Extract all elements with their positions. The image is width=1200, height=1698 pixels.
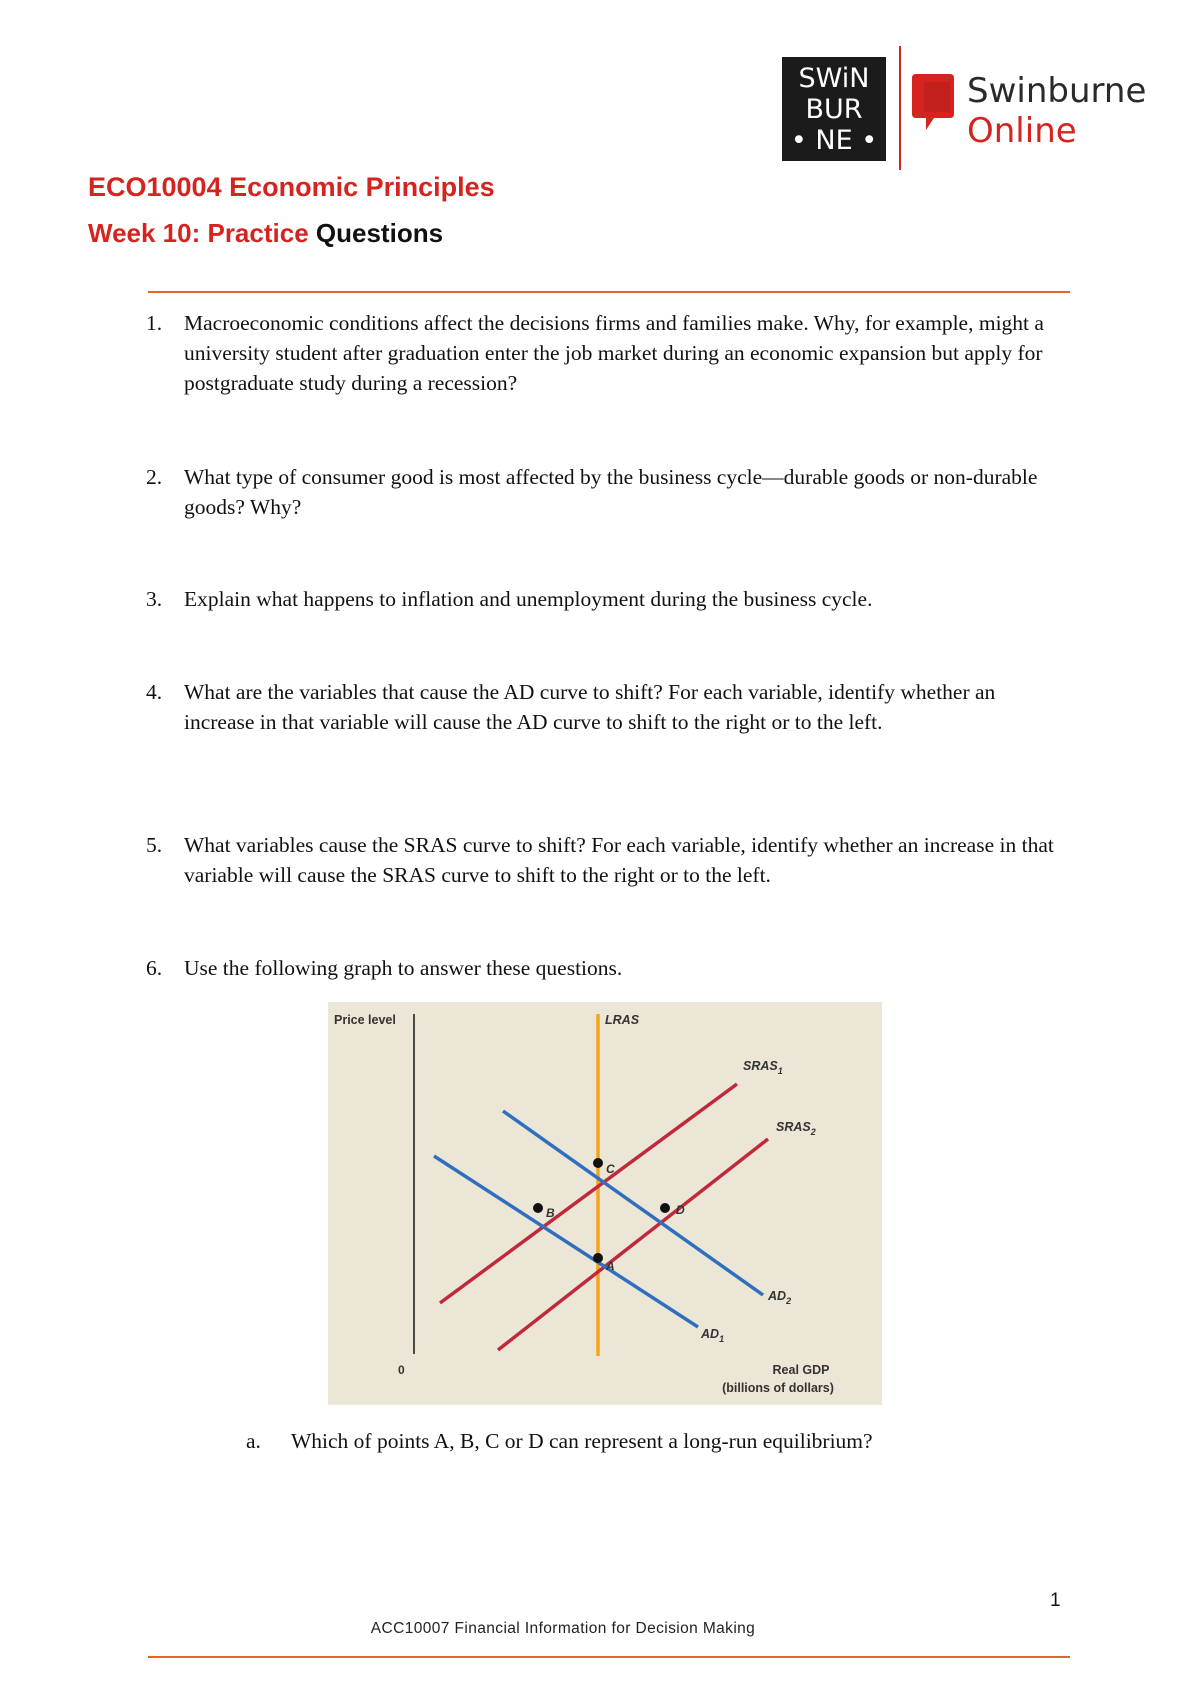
series-label-ad1: $AD_1$ bbox=[701, 1327, 725, 1344]
week-label: Week 10: Practice bbox=[88, 218, 309, 248]
question-number: 2. bbox=[146, 465, 163, 489]
chart-background bbox=[328, 1002, 882, 1405]
course-title: ECO10004 Economic Principles bbox=[88, 172, 495, 202]
point-label-a: A bbox=[606, 1259, 615, 1273]
question-text: What type of consumer good is most affected by the business cycle—durable goods or non-durable goods? Why? bbox=[184, 465, 1038, 519]
footer-divider bbox=[148, 1656, 1070, 1658]
header-divider bbox=[148, 291, 1070, 293]
question-3 bbox=[146, 584, 1066, 614]
week-title bbox=[88, 218, 443, 249]
question-number: 5. bbox=[146, 833, 163, 857]
series-label-ad2: $AD_2$ bbox=[768, 1289, 792, 1306]
ad-as-chart bbox=[328, 1002, 882, 1405]
point-label-b: B bbox=[546, 1206, 555, 1220]
speech-bubble-icon bbox=[910, 72, 956, 132]
week-suffix: Questions bbox=[315, 218, 444, 248]
sub-question-letter: a. bbox=[246, 1429, 261, 1453]
brand-line-2: Online bbox=[967, 111, 1077, 151]
question-text: Use the following graph to answer these questions. bbox=[184, 956, 623, 980]
origin-label: 0 bbox=[398, 1363, 405, 1377]
brand-line-1: Swinburne bbox=[967, 71, 1147, 111]
swinburne-online-wordmark bbox=[967, 71, 1146, 151]
point-b bbox=[533, 1203, 543, 1213]
logo-line-2: BUR bbox=[805, 93, 863, 125]
x-axis-units-label: (billions of dollars) bbox=[722, 1381, 834, 1395]
question-4 bbox=[146, 677, 1066, 737]
y-axis-label: Price level bbox=[334, 1013, 396, 1027]
question-6 bbox=[146, 953, 1066, 983]
question-5 bbox=[146, 830, 1066, 890]
point-a bbox=[593, 1253, 603, 1263]
question-text: Macroeconomic conditions affect the decisions firms and families make. Why, for example, might a university student after graduation enter the job market during an economic expansion but apply for postgraduate study during a recession? bbox=[184, 311, 1044, 395]
x-axis-label: Real GDP bbox=[772, 1363, 830, 1377]
point-label-d: D bbox=[676, 1203, 685, 1217]
logo-line-1: SWiN bbox=[798, 62, 870, 94]
page-number: 1 bbox=[1050, 1590, 1061, 1611]
question-2 bbox=[146, 462, 1066, 522]
point-d bbox=[660, 1203, 670, 1213]
swinburne-logo-block bbox=[782, 57, 886, 161]
question-text: What variables cause the SRAS curve to shift? For each variable, identify whether an increase in that variable will cause the SRAS curve to shift to the right or to the left. bbox=[184, 833, 1054, 887]
question-number: 4. bbox=[146, 680, 163, 704]
logo-line-3: • NE • bbox=[790, 124, 878, 156]
footer-text: ACC10007 Financial Information for Decision Making bbox=[370, 1620, 756, 1637]
series-label-lras: LRAS bbox=[605, 1013, 640, 1027]
point-c bbox=[593, 1158, 603, 1168]
question-1 bbox=[146, 308, 1066, 398]
question-number: 1. bbox=[146, 311, 163, 335]
question-text: What are the variables that cause the AD curve to shift? For each variable, identify whether an increase in that variable will cause the AD curve to shift to the right or to the left. bbox=[184, 680, 996, 734]
question-text: Explain what happens to inflation and unemployment during the business cycle. bbox=[184, 587, 873, 611]
logo-divider bbox=[899, 46, 901, 170]
sub-question-a bbox=[246, 1426, 873, 1456]
series-label-sras1: $SRAS_1$ bbox=[743, 1059, 783, 1076]
chart-svg bbox=[328, 1002, 882, 1405]
series-label-sras2: $SRAS_2$ bbox=[776, 1120, 816, 1137]
question-number: 6. bbox=[146, 956, 163, 980]
point-label-c: C bbox=[606, 1162, 615, 1176]
sub-question-text: Which of points A, B, C or D can represent a long-run equilibrium? bbox=[291, 1429, 873, 1453]
question-number: 3. bbox=[146, 587, 163, 611]
